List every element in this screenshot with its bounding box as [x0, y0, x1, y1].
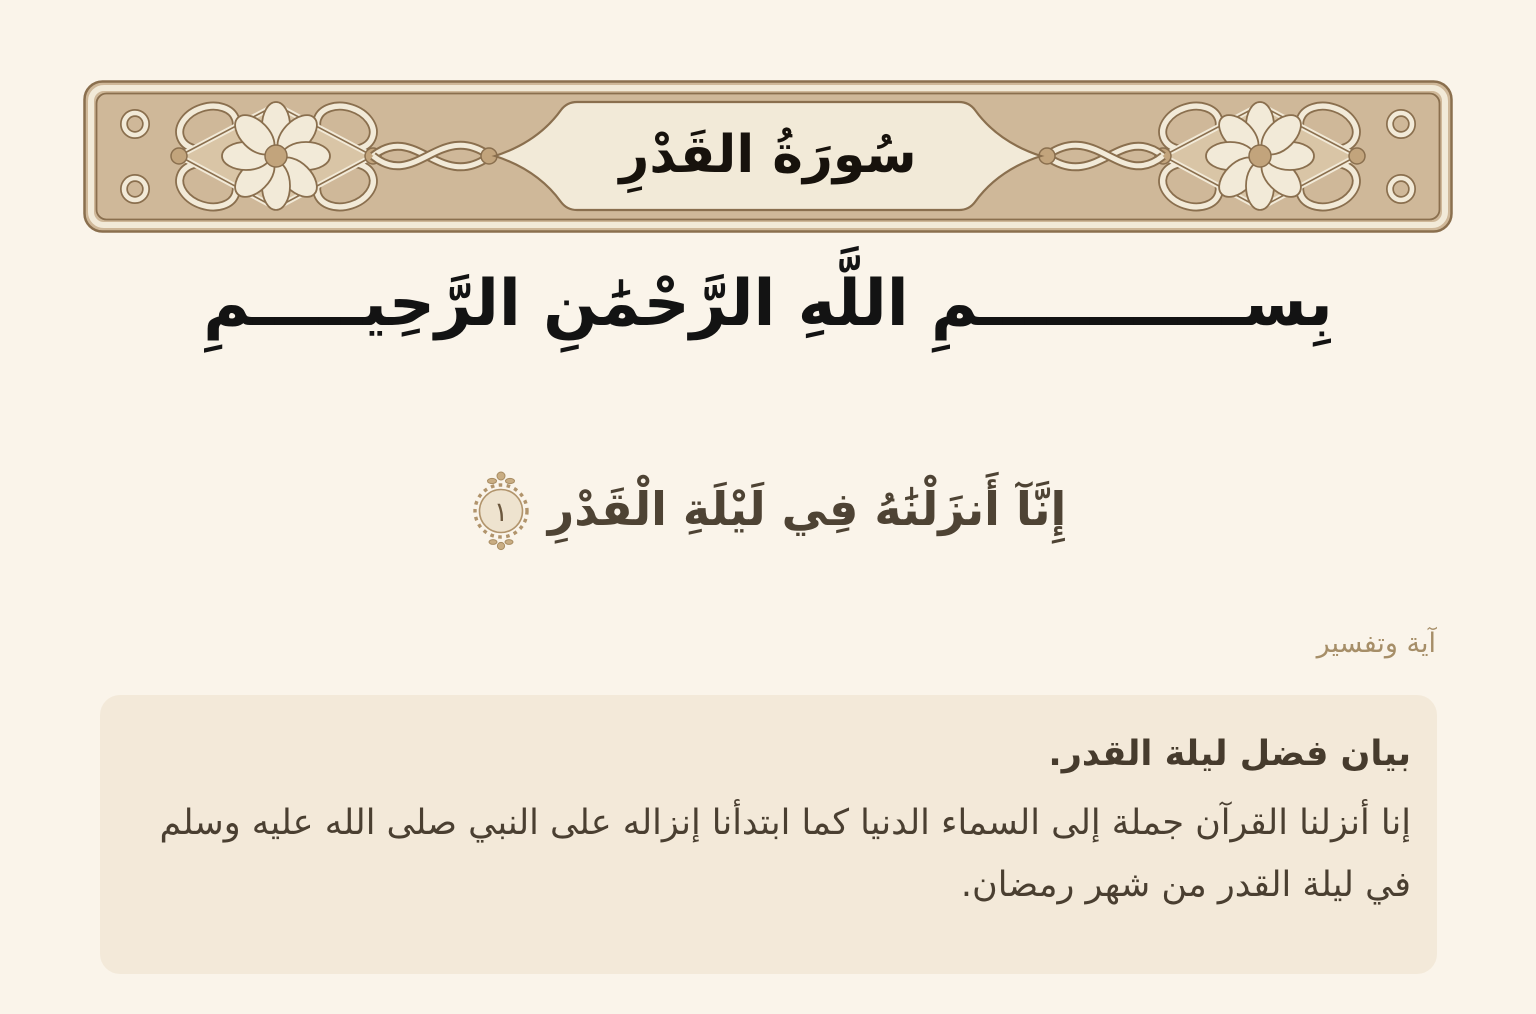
ayah-end-medallion-icon [470, 468, 532, 552]
surah-title-banner [83, 80, 1453, 233]
bismillah-calligraphy: بِســــــــــــمِ اللَّهِ الرَّحْمَٰنِ الرَّحِيـــــمِ [203, 267, 1333, 341]
ayah-number: ١ [493, 497, 508, 528]
surah-title: سُورَةُ القَدْرِ [619, 124, 917, 185]
tafsir-box [100, 695, 1437, 974]
verse-text: إِنَّآ أَنزَلْنَٰهُ فِي لَيْلَةِ الْقَدْرِ [547, 482, 1067, 537]
tafsir-body: إنا أنزلنا القرآن جملة إلى السماء الدنيا كما ابتدأنا إنزاله على النبي صلى الله عليه وسلم في ليلة القدر من شهر رمضان. [159, 802, 1411, 906]
section-label: آية وتفسير [1316, 628, 1436, 659]
verse-row [0, 468, 1536, 552]
tafsir-heading: بيان فضل ليلة القدر. [1048, 734, 1411, 774]
